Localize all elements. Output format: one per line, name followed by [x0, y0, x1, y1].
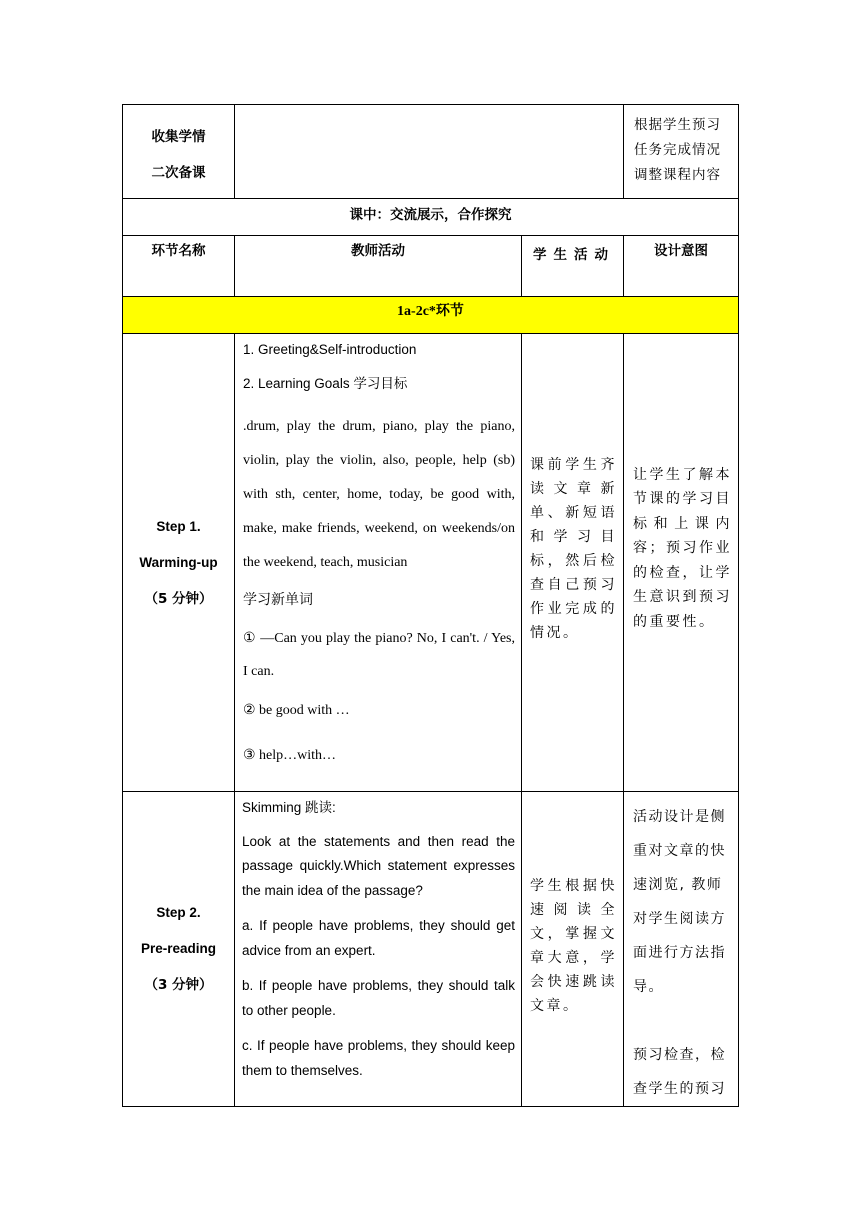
step1-label-cell: [123, 334, 235, 792]
collect-row: [123, 105, 739, 199]
step2-label-line1: Step 2.: [156, 905, 201, 920]
step2-row: [123, 792, 739, 1107]
collect-label-line1: 收集学情: [151, 129, 206, 145]
step1-student-activity: 课前学生齐读文章新单、新短语和学习目标，然后检查自己预习作业完成的情况。: [530, 456, 617, 641]
header-stage-name: 环节名称: [151, 243, 206, 259]
subsection-title: 1a-2c*环节: [397, 304, 464, 319]
header-row: [123, 236, 739, 297]
step2-design-part2: 预习检查，检查学生的预习: [633, 1047, 726, 1097]
step1-design-cell: [624, 334, 739, 792]
step2-option-c: c. If people have problems, they should keep them to themselves.: [242, 1038, 515, 1078]
collect-label-line2: 二次备课: [151, 165, 206, 181]
step1-row: [123, 334, 739, 792]
step2-option-b: b. If people have problems, they should talk to other people.: [242, 978, 515, 1018]
header-design-cell: [624, 236, 739, 297]
step2-skimming: Skimming 跳读:: [242, 800, 336, 815]
collect-note: 根据学生预习任务完成情况调整课程内容: [634, 117, 721, 183]
step1-phrase2: ② be good with …: [243, 703, 350, 718]
header-stage-cell: [123, 236, 235, 297]
subsection-title-cell: [123, 297, 739, 334]
section-title: 课中：交流展示，合作探究: [349, 207, 512, 223]
collect-label-cell: [123, 105, 235, 199]
header-teacher-cell: [235, 236, 522, 297]
subsection-row: [123, 297, 739, 334]
header-design-intent: 设计意图: [654, 243, 708, 259]
step2-label-line2: Pre-reading: [140, 941, 217, 956]
header-student-activity: 学生活动: [533, 247, 615, 263]
step1-vocab-list: .drum, play the drum, piano, play the piano, violin, play the violin, also, people, help (sb) with sth, center, home, today, be good with, make, make friends, weekend, on weekends/on the weekend, teach, musician: [243, 419, 515, 570]
step2-design-part1: 活动设计是侧重对文章的快速浏览, 教师对学生阅读方面进行方法指导。: [633, 809, 726, 995]
step1-phrase3: ③ help…with…: [243, 748, 337, 763]
step1-duration: （5 分钟）: [144, 590, 213, 607]
step2-duration: （3 分钟）: [144, 977, 213, 993]
step1-label-line1: Step 1.: [156, 518, 201, 534]
header-teacher-activity: 教师活动: [351, 243, 405, 259]
lesson-plan-table: [122, 104, 739, 1107]
step2-option-a: a. If people have problems, they should get advice from an expert.: [242, 918, 515, 958]
step2-design-cell: [624, 792, 739, 1107]
collect-note-cell: [624, 105, 739, 199]
step2-label-cell: [123, 792, 235, 1107]
collect-empty-cell: [235, 105, 624, 199]
step2-instruction: Look at the statements and then read the passage quickly.Which statement expresses the main idea of the passage?: [242, 833, 515, 898]
step1-design-intent: 让学生了解本节课的学习目标和上课内容；预习作业的检查，让学生意识到预习的重要性。: [633, 466, 732, 630]
section-title-row: [123, 199, 739, 236]
step2-teacher-cell: [235, 792, 522, 1107]
step1-teacher-item2: 2. Learning Goals 学习目标: [243, 376, 408, 391]
section-title-cell: [123, 199, 739, 236]
step2-student-activity: 学生根据快速阅读全文，掌握文章大意，学会快速跳读文章。: [530, 878, 617, 1014]
step2-student-cell: [522, 792, 624, 1107]
step1-teacher-cell: [235, 334, 522, 792]
header-student-cell: [522, 236, 624, 297]
step1-teacher-item1: 1. Greeting&Self-introduction: [243, 342, 417, 357]
step1-new-words: 学习新单词: [243, 593, 313, 608]
step1-phrase1: ① —Can you play the piano? No, I can't. / Yes, I can.: [243, 631, 515, 679]
step1-student-cell: [522, 334, 624, 792]
step1-label-line2: Warming-up: [139, 554, 218, 570]
